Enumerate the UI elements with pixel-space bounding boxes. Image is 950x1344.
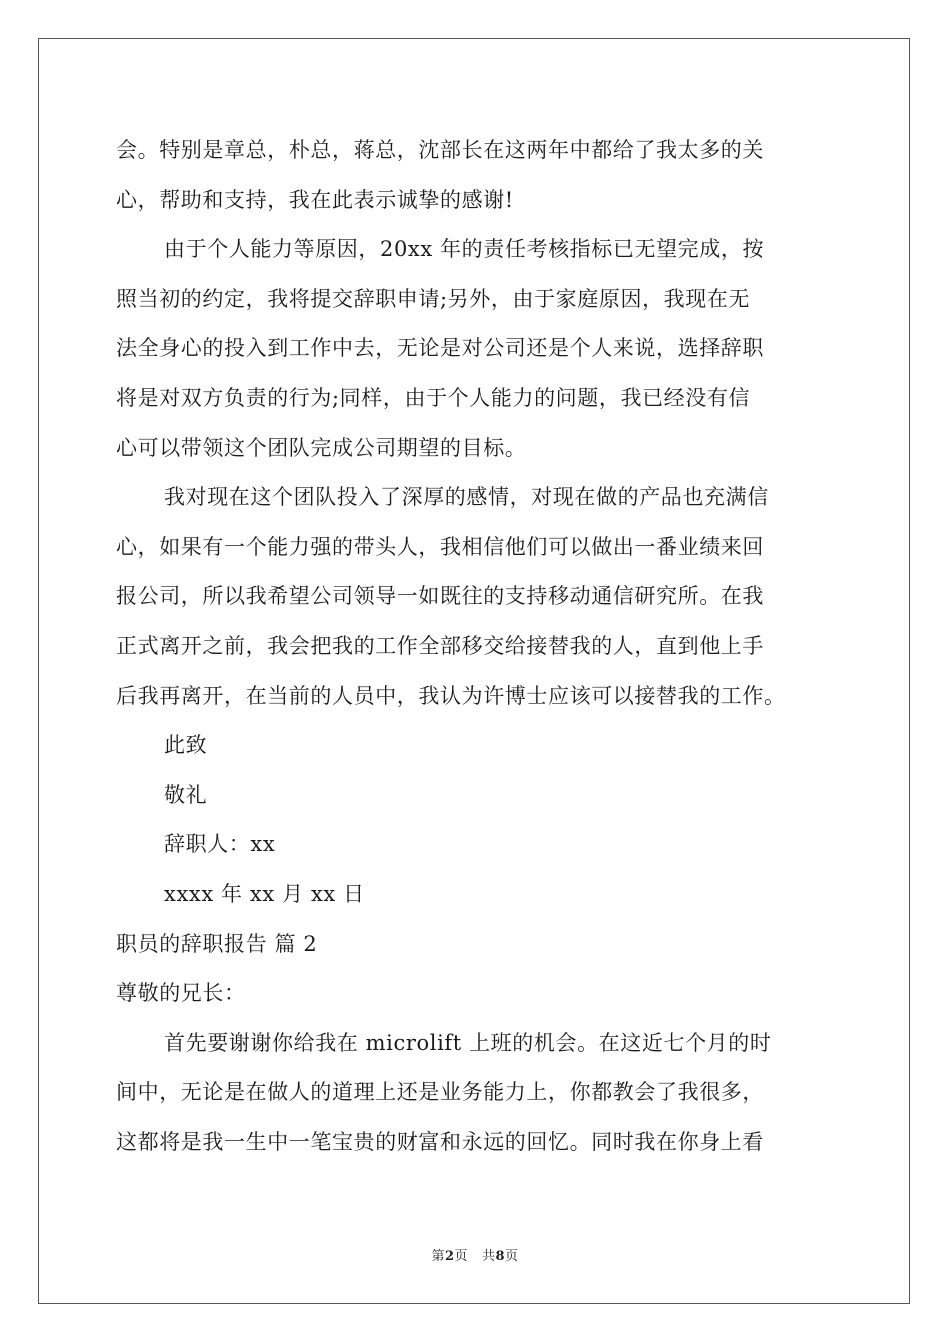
text-line: xxxx 年 xx 月 xx 日: [164, 881, 365, 906]
text-line: 将是对双方负责的行为;同样，由于个人能力的问题，我已经没有信: [116, 385, 751, 410]
text-line: 照当初的约定，我将提交辞职申请;另外，由于家庭原因，我现在无: [116, 286, 751, 311]
page-footer: [0, 1245, 950, 1264]
text-line: 此致: [164, 733, 208, 758]
page-number-prefix: 第: [431, 1249, 445, 1264]
text-line: 会。特别是章总，朴总，蒋总，沈部长在这两年中都给了我太多的关: [116, 138, 764, 162]
text-line: 由于个人能力等原因，20xx 年的责任考核指标已无望完成，按: [164, 237, 765, 262]
page-total: 8: [495, 1249, 506, 1264]
page-number-current: 2: [444, 1249, 455, 1264]
page-total-suffix: 页: [505, 1249, 519, 1264]
text-line: 法全身心的投入到工作中去，无论是对公司还是个人来说，选择辞职: [116, 336, 764, 361]
text-line: 我对现在这个团队投入了深厚的感情，对现在做的产品也充满信: [164, 485, 769, 510]
text-line: 心，如果有一个能力强的带头人，我相信他们可以做出一番业绩来回: [116, 534, 764, 559]
page-total-prefix: 共: [481, 1249, 496, 1264]
text-line: 心，帮助和支持，我在此表示诚挚的感谢!: [116, 187, 514, 212]
text-line: 辞职人：xx: [164, 832, 276, 857]
text-line: 敬礼: [164, 782, 208, 807]
text-line: 职员的辞职报告 篇 2: [116, 931, 318, 956]
document-body: [116, 126, 836, 1167]
text-line: 首先要谢谢你给我在 microlift 上班的机会。在这近七个月的时: [164, 1030, 772, 1055]
text-line: 报公司，所以我希望公司领导一如既往的支持移动通信研究所。在我: [116, 584, 764, 609]
text-line: 心可以带领这个团队完成公司期望的目标。: [116, 435, 527, 460]
text-line: 这都将是我一生中一笔宝贵的财富和永远的回忆。同时我在你身上看: [116, 1129, 764, 1154]
text-line: 后我再离开，在当前的人员中，我认为许博士应该可以接替我的工作。: [116, 683, 786, 708]
text-line: 间中，无论是在做人的道理上还是业务能力上，你都教会了我很多，: [116, 1080, 764, 1105]
text-line: 尊敬的兄长：: [116, 981, 246, 1006]
page-number-suffix: 页: [454, 1249, 469, 1264]
text-line: 正式离开之前，我会把我的工作全部移交给接替我的人，直到他上手: [116, 633, 764, 658]
